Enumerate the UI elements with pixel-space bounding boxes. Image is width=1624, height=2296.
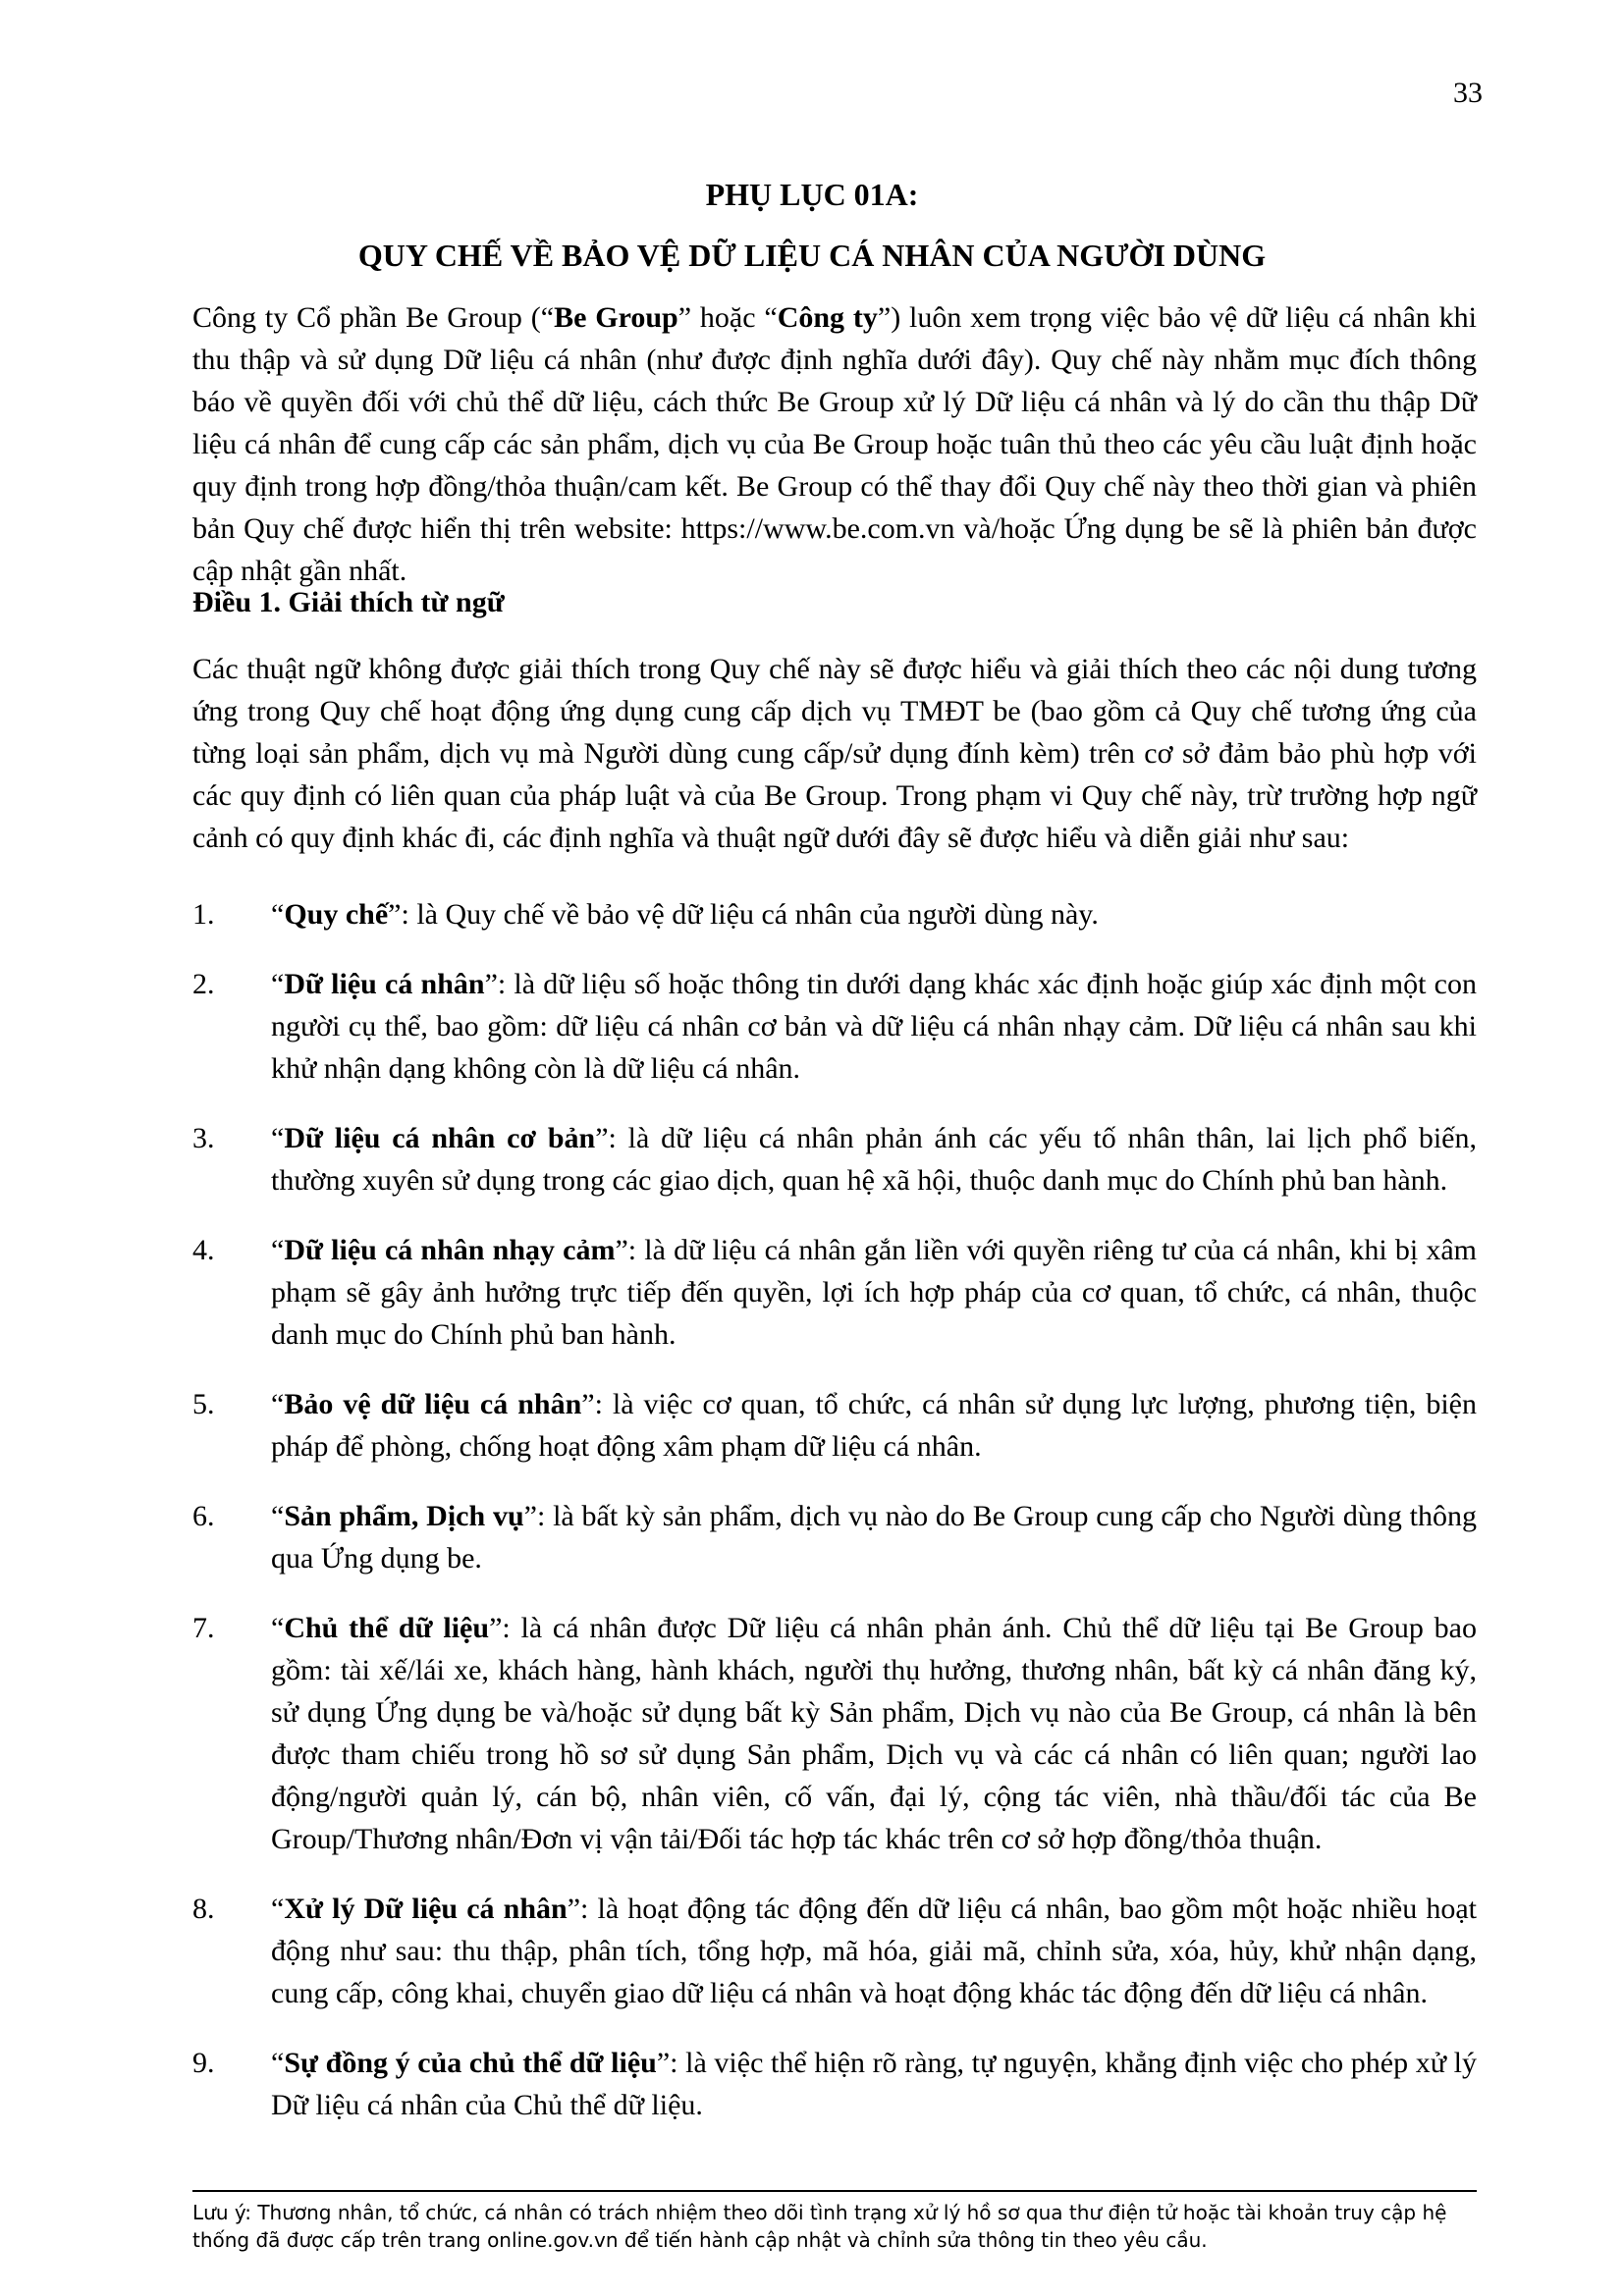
definition-term: Dữ liệu cá nhân nhạy cảm (284, 1234, 616, 1266)
definition-term: Xử lý Dữ liệu cá nhân (284, 1893, 568, 1925)
article-1-heading: Điều 1. Giải thích từ ngữ (192, 586, 505, 618)
definition-term: Quy chế (284, 898, 389, 931)
item-number: 6. (192, 1500, 215, 1532)
definition-item: 5. “Bảo vệ dữ liệu cá nhân”: là việc cơ quan, tổ chức, cá nhân sử dụng lực lượng, phương tiện, biện pháp để phòng, chống hoạt động xâm phạm dữ liệu cá nhân. (192, 1383, 1477, 1468)
definition-text: ”: là hoạt động tác động đến dữ liệu cá nhân, bao gồm một hoặc nhiều hoạt động như sau: thu thập, phân tích, tổng hợp, mã hóa, giải mã, chỉnh sửa, xóa, hủy, khử nhận dạng, cung cấp, công khai, chuyển giao dữ liệu cá nhân và hoạt động khác tác động đến dữ liệu cá nhân. (271, 1893, 1477, 2009)
intro-text-1: Công ty Cổ phần Be Group (“ (192, 301, 555, 334)
page-number: 33 (1453, 77, 1483, 109)
item-number: 3. (192, 1122, 215, 1154)
item-number: 8. (192, 1893, 215, 1925)
definition-text: ”: là cá nhân được Dữ liệu cá nhân phản ánh. Chủ thể dữ liệu tại Be Group bao gồm: tài xế/lái xe, khách hàng, hành khách, người thụ hưởng, thương nhân, bất kỳ cá nhân đăng ký, sử dụng Ứng dụng be và/hoặc sử dụng bất kỳ Sản phẩm, Dịch vụ nào của Be Group, cá nhân là bên được tham chiếu trong hồ sơ sử dụng Sản phẩm, Dịch vụ và các cá nhân có liên quan; người lao động/người quản lý, cán bộ, nhân viên, cố vấn, đại lý, cộng tác viên, nhà thầu/đối tác của Be Group/Thương nhân/Đơn vị vận tải/Đối tác hợp tác khác trên cơ sở hợp đồng/thỏa thuận. (271, 1612, 1477, 1855)
item-number: 1. (192, 898, 215, 931)
intro-bold-be-group: Be Group (554, 301, 678, 334)
definition-term: Chủ thể dữ liệu (284, 1612, 490, 1644)
definition-text: ”: là dữ liệu cá nhân gắn liền với quyền riêng tư của cá nhân, khi bị xâm phạm sẽ gây ảnh hưởng trực tiếp đến quyền, lợi ích hợp pháp của cơ quan, tổ chức, cá nhân, thuộc danh mục do Chính phủ ban hành. (271, 1234, 1477, 1351)
definition-text: ”: là việc thể hiện rõ ràng, tự nguyện, khẳng định việc cho phép xử lý Dữ liệu cá nhân của Chủ thể dữ liệu. (271, 2047, 1477, 2121)
definition-text: ”: là việc cơ quan, tổ chức, cá nhân sử dụng lực lượng, phương tiện, biện pháp để phòng, chống hoạt động xâm phạm dữ liệu cá nhân. (271, 1388, 1478, 1463)
definition-item: 8. “Xử lý Dữ liệu cá nhân”: là hoạt động tác động đến dữ liệu cá nhân, bao gồm một hoặc nhiều hoạt động như sau: thu thập, phân tích, tổng hợp, mã hóa, giải mã, chỉnh sửa, xóa, hủy, khử nhận dạng, cung cấp, công khai, chuyển giao dữ liệu cá nhân và hoạt động khác tác động đến dữ liệu cá nhân. (192, 1888, 1477, 2014)
definition-item: 1. “Quy chế”: là Quy chế về bảo vệ dữ liệu cá nhân của người dùng này. (192, 893, 1477, 935)
article-1-intro: Các thuật ngữ không được giải thích trong Quy chế này sẽ được hiểu và giải thích theo các nội dung tương ứng trong Quy chế hoạt động ứng dụng cung cấp dịch vụ TMĐT be (bao gồm cả Quy chế tương ứng của từng loại sản phẩm, dịch vụ mà Người dùng cung cấp/sử dụng đính kèm) trên cơ sở đảm bảo phù hợp với các quy định có liên quan của pháp luật và của Be Group. Trong phạm vi Quy chế này, trừ trường hợp ngữ cảnh có quy định khác đi, các định nghĩa và thuật ngữ dưới đây sẽ được hiểu và diễn giải như sau: (192, 653, 1477, 854)
item-number: 7. (192, 1612, 215, 1644)
definition-term: Dữ liệu cá nhân cơ bản (284, 1122, 596, 1154)
footnote-divider (192, 2190, 1477, 2192)
definition-text: ”: là Quy chế về bảo vệ dữ liệu cá nhân của người dùng này. (388, 898, 1099, 931)
definition-item: 7. “Chủ thể dữ liệu”: là cá nhân được Dữ liệu cá nhân phản ánh. Chủ thể dữ liệu tại Be Group bao gồm: tài xế/lái xe, khách hàng, hành khách, người thụ hưởng, thương nhân, bất kỳ cá nhân đăng ký, sử dụng Ứng dụng be và/hoặc sử dụng bất kỳ Sản phẩm, Dịch vụ nào của Be Group, cá nhân là bên được tham chiếu trong hồ sơ sử dụng Sản phẩm, Dịch vụ và các cá nhân có liên quan; người lao động/người quản lý, cán bộ, nhân viên, cố vấn, đại lý, cộng tác viên, nhà thầu/đối tác của Be Group/Thương nhân/Đơn vị vận tải/Đối tác hợp tác khác trên cơ sở hợp đồng/thỏa thuận. (192, 1607, 1477, 1860)
regulation-title: QUY CHẾ VỀ BẢO VỆ DỮ LIỆU CÁ NHÂN CỦA NGƯỜI DÙNG (357, 238, 1267, 273)
item-number: 2. (192, 968, 215, 1000)
item-number: 5. (192, 1388, 215, 1420)
definition-item: 4. “Dữ liệu cá nhân nhạy cảm”: là dữ liệu cá nhân gắn liền với quyền riêng tư của cá nhân, khi bị xâm phạm sẽ gây ảnh hưởng trực tiếp đến quyền, lợi ích hợp pháp của cơ quan, tổ chức, cá nhân, thuộc danh mục do Chính phủ ban hành. (192, 1229, 1477, 1356)
intro-paragraph (192, 296, 1477, 592)
definition-term: Sự đồng ý của chủ thể dữ liệu (284, 2047, 657, 2079)
definition-item: 6. “Sản phẩm, Dịch vụ”: là bất kỳ sản phẩm, dịch vụ nào do Be Group cung cấp cho Người dùng thông qua Ứng dụng be. (192, 1495, 1477, 1579)
definition-text: ”: là dữ liệu số hoặc thông tin dưới dạng khác xác định hoặc giúp xác định một con người cụ thể, bao gồm: dữ liệu cá nhân cơ bản và dữ liệu cá nhân nhạy cảm. Dữ liệu cá nhân sau khi khử nhận dạng không còn là dữ liệu cá nhân. (271, 968, 1477, 1085)
definition-item: 9. “Sự đồng ý của chủ thể dữ liệu”: là việc thể hiện rõ ràng, tự nguyện, khẳng định việc cho phép xử lý Dữ liệu cá nhân của Chủ thể dữ liệu. (192, 2042, 1477, 2126)
definition-term: Bảo vệ dữ liệu cá nhân (284, 1388, 582, 1420)
item-number: 4. (192, 1234, 215, 1266)
intro-text-3: ”) luôn xem trọng việc bảo vệ dữ liệu cá nhân khi thu thập và sử dụng Dữ liệu cá nhân (như được định nghĩa dưới đây). Quy chế này nhằm mục đích thông báo về quyền đối với chủ thể dữ liệu, cách thức Be Group xử lý Dữ liệu cá nhân và lý do cần thu thập Dữ liệu cá nhân để cung cấp các sản phẩm, dịch vụ của Be Group hoặc tuân thủ theo các yêu cầu luật định hoặc quy định trong hợp đồng/thỏa thuận/cam kết. Be Group có thể thay đổi Quy chế này theo thời gian và phiên bản Quy chế được hiển thị trên website: https://www.be.com.vn và/hoặc Ứng dụng be sẽ là phiên bản được cập nhật gần nhất. (192, 301, 1477, 587)
item-number: 9. (192, 2047, 215, 2079)
definition-item: 3. “Dữ liệu cá nhân cơ bản”: là dữ liệu cá nhân phản ánh các yếu tố nhân thân, lai lịch phổ biến, thường xuyên sử dụng trong các giao dịch, quan hệ xã hội, thuộc danh mục do Chính phủ ban hành. (192, 1117, 1477, 1201)
definition-text: ”: là dữ liệu cá nhân phản ánh các yếu tố nhân thân, lai lịch phổ biến, thường xuyên sử dụng trong các giao dịch, quan hệ xã hội, thuộc danh mục do Chính phủ ban hành. (271, 1122, 1477, 1197)
definition-term: Sản phẩm, Dịch vụ (284, 1500, 524, 1532)
intro-text-2: ” hoặc “ (677, 301, 778, 334)
definition-term: Dữ liệu cá nhân (284, 968, 485, 1000)
definitions-list (192, 893, 1477, 2154)
appendix-title: PHỤ LỤC 01A: (705, 177, 919, 212)
footnote: Lưu ý: Thương nhân, tổ chức, cá nhân có trách nhiệm theo dõi tình trạng xử lý hồ sơ qua thư điện tử hoặc tài khoản truy cập hệ thống đã được cấp trên trang online.gov.vn để tiến hành cập nhật và chỉnh sửa thông tin theo yêu cầu. (192, 2201, 1447, 2252)
definition-item: 2. “Dữ liệu cá nhân”: là dữ liệu số hoặc thông tin dưới dạng khác xác định hoặc giúp xác định một con người cụ thể, bao gồm: dữ liệu cá nhân cơ bản và dữ liệu cá nhân nhạy cảm. Dữ liệu cá nhân sau khi khử nhận dạng không còn là dữ liệu cá nhân. (192, 963, 1477, 1090)
definition-text: ”: là bất kỳ sản phẩm, dịch vụ nào do Be Group cung cấp cho Người dùng thông qua Ứng dụng be. (271, 1500, 1477, 1575)
intro-bold-company: Công ty (777, 301, 878, 334)
